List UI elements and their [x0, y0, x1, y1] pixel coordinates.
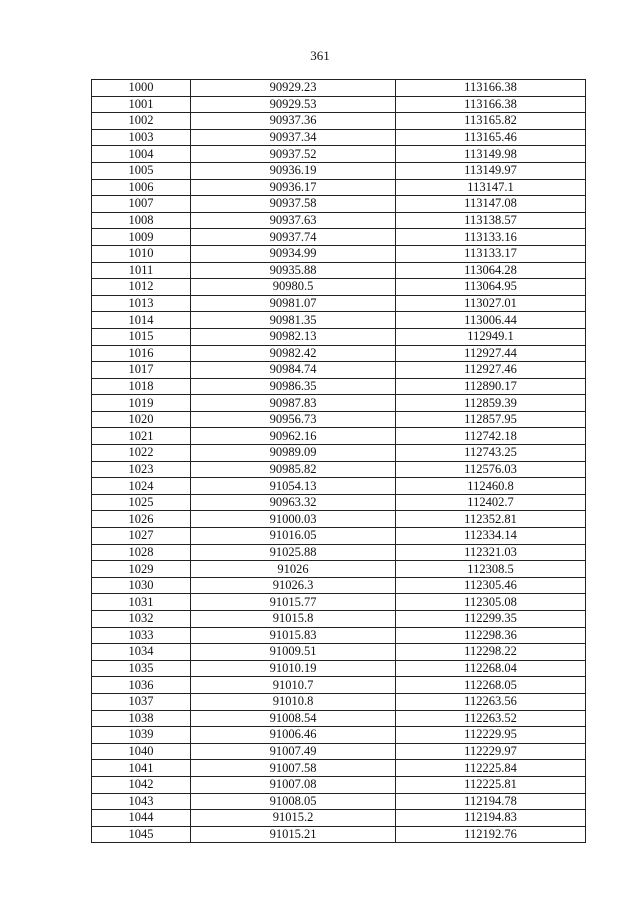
- y-coordinate-cell: 112305.08: [396, 594, 586, 611]
- x-coordinate-cell: 91025.88: [191, 544, 396, 561]
- x-coordinate-cell: 90929.23: [191, 80, 396, 97]
- table-row: [92, 162, 586, 179]
- y-coordinate-cell: 112263.56: [396, 693, 586, 710]
- x-coordinate-cell: 90929.53: [191, 96, 396, 113]
- table-row: [92, 494, 586, 511]
- table-body: [92, 80, 586, 843]
- point-id-cell: 1042: [92, 776, 191, 793]
- y-coordinate-cell: 112859.39: [396, 395, 586, 412]
- x-coordinate-cell: 90936.17: [191, 179, 396, 196]
- table-row: [92, 693, 586, 710]
- table-row: [92, 129, 586, 146]
- point-id-cell: 1004: [92, 146, 191, 163]
- y-coordinate-cell: 112225.81: [396, 776, 586, 793]
- point-id-cell: 1009: [92, 229, 191, 246]
- y-coordinate-cell: 112927.44: [396, 345, 586, 362]
- point-id-cell: 1012: [92, 279, 191, 296]
- table-row: [92, 760, 586, 777]
- y-coordinate-cell: 112402.7: [396, 494, 586, 511]
- point-id-cell: 1000: [92, 80, 191, 97]
- point-id-cell: 1005: [92, 162, 191, 179]
- coordinate-table: [91, 79, 586, 843]
- y-coordinate-cell: 112890.17: [396, 378, 586, 395]
- x-coordinate-cell: 91010.7: [191, 677, 396, 694]
- table-row: [92, 611, 586, 628]
- x-coordinate-cell: 91008.54: [191, 710, 396, 727]
- table-row: [92, 395, 586, 412]
- y-coordinate-cell: 113147.1: [396, 179, 586, 196]
- table-row: [92, 295, 586, 312]
- y-coordinate-cell: 112192.76: [396, 826, 586, 843]
- x-coordinate-cell: 90936.19: [191, 162, 396, 179]
- y-coordinate-cell: 112194.78: [396, 793, 586, 810]
- x-coordinate-cell: 91010.8: [191, 693, 396, 710]
- table-row: [92, 312, 586, 329]
- y-coordinate-cell: 113133.16: [396, 229, 586, 246]
- table-row: [92, 793, 586, 810]
- point-id-cell: 1026: [92, 511, 191, 528]
- y-coordinate-cell: 112263.52: [396, 710, 586, 727]
- point-id-cell: 1022: [92, 445, 191, 462]
- point-id-cell: 1040: [92, 743, 191, 760]
- table-row: [92, 212, 586, 229]
- x-coordinate-cell: 90962.16: [191, 428, 396, 445]
- table-row: [92, 511, 586, 528]
- x-coordinate-cell: 91015.2: [191, 810, 396, 827]
- point-id-cell: 1014: [92, 312, 191, 329]
- x-coordinate-cell: 90935.88: [191, 262, 396, 279]
- y-coordinate-cell: 113166.38: [396, 80, 586, 97]
- y-coordinate-cell: 113166.38: [396, 96, 586, 113]
- x-coordinate-cell: 91026: [191, 561, 396, 578]
- point-id-cell: 1030: [92, 577, 191, 594]
- y-coordinate-cell: 112949.1: [396, 328, 586, 345]
- table-row: [92, 229, 586, 246]
- y-coordinate-cell: 112334.14: [396, 528, 586, 545]
- point-id-cell: 1010: [92, 245, 191, 262]
- x-coordinate-cell: 91007.08: [191, 776, 396, 793]
- y-coordinate-cell: 112298.36: [396, 627, 586, 644]
- y-coordinate-cell: 113165.46: [396, 129, 586, 146]
- y-coordinate-cell: 113149.97: [396, 162, 586, 179]
- y-coordinate-cell: 112229.95: [396, 727, 586, 744]
- table-row: [92, 577, 586, 594]
- x-coordinate-cell: 90982.42: [191, 345, 396, 362]
- table-row: [92, 594, 586, 611]
- x-coordinate-cell: 90934.99: [191, 245, 396, 262]
- point-id-cell: 1018: [92, 378, 191, 395]
- point-id-cell: 1027: [92, 528, 191, 545]
- table-row: [92, 328, 586, 345]
- x-coordinate-cell: 91009.51: [191, 644, 396, 661]
- table-row: [92, 279, 586, 296]
- table-row: [92, 113, 586, 130]
- table-row: [92, 561, 586, 578]
- x-coordinate-cell: 91007.49: [191, 743, 396, 760]
- x-coordinate-cell: 91008.05: [191, 793, 396, 810]
- x-coordinate-cell: 91026.3: [191, 577, 396, 594]
- point-id-cell: 1044: [92, 810, 191, 827]
- point-id-cell: 1006: [92, 179, 191, 196]
- table-row: [92, 677, 586, 694]
- point-id-cell: 1034: [92, 644, 191, 661]
- y-coordinate-cell: 112321.03: [396, 544, 586, 561]
- y-coordinate-cell: 112743.25: [396, 445, 586, 462]
- y-coordinate-cell: 112268.04: [396, 660, 586, 677]
- point-id-cell: 1013: [92, 295, 191, 312]
- table-row: [92, 80, 586, 97]
- point-id-cell: 1007: [92, 196, 191, 213]
- table-row: [92, 743, 586, 760]
- point-id-cell: 1033: [92, 627, 191, 644]
- point-id-cell: 1021: [92, 428, 191, 445]
- point-id-cell: 1017: [92, 362, 191, 379]
- table-row: [92, 196, 586, 213]
- x-coordinate-cell: 90937.74: [191, 229, 396, 246]
- table-row: [92, 660, 586, 677]
- y-coordinate-cell: 113165.82: [396, 113, 586, 130]
- table-row: [92, 179, 586, 196]
- point-id-cell: 1038: [92, 710, 191, 727]
- table-row: [92, 362, 586, 379]
- table-row: [92, 378, 586, 395]
- y-coordinate-cell: 113064.28: [396, 262, 586, 279]
- table-row: [92, 478, 586, 495]
- x-coordinate-cell: 90981.07: [191, 295, 396, 312]
- table-row: [92, 96, 586, 113]
- y-coordinate-cell: 112229.97: [396, 743, 586, 760]
- y-coordinate-cell: 112298.22: [396, 644, 586, 661]
- point-id-cell: 1023: [92, 461, 191, 478]
- table-row: [92, 461, 586, 478]
- x-coordinate-cell: 91015.83: [191, 627, 396, 644]
- x-coordinate-cell: 90937.58: [191, 196, 396, 213]
- table-row: [92, 345, 586, 362]
- x-coordinate-cell: 90963.32: [191, 494, 396, 511]
- y-coordinate-cell: 113006.44: [396, 312, 586, 329]
- x-coordinate-cell: 90980.5: [191, 279, 396, 296]
- x-coordinate-cell: 90937.63: [191, 212, 396, 229]
- point-id-cell: 1016: [92, 345, 191, 362]
- x-coordinate-cell: 91016.05: [191, 528, 396, 545]
- x-coordinate-cell: 90937.52: [191, 146, 396, 163]
- table-row: [92, 544, 586, 561]
- table-row: [92, 810, 586, 827]
- x-coordinate-cell: 91015.21: [191, 826, 396, 843]
- table-row: [92, 776, 586, 793]
- y-coordinate-cell: 112305.46: [396, 577, 586, 594]
- point-id-cell: 1037: [92, 693, 191, 710]
- table-row: [92, 445, 586, 462]
- point-id-cell: 1025: [92, 494, 191, 511]
- x-coordinate-cell: 90986.35: [191, 378, 396, 395]
- table-row: [92, 644, 586, 661]
- table-row: [92, 146, 586, 163]
- table-row: [92, 262, 586, 279]
- y-coordinate-cell: 112576.03: [396, 461, 586, 478]
- x-coordinate-cell: 91015.77: [191, 594, 396, 611]
- point-id-cell: 1011: [92, 262, 191, 279]
- point-id-cell: 1035: [92, 660, 191, 677]
- table-row: [92, 245, 586, 262]
- table-row: [92, 411, 586, 428]
- y-coordinate-cell: 113149.98: [396, 146, 586, 163]
- point-id-cell: 1031: [92, 594, 191, 611]
- table-row: [92, 627, 586, 644]
- point-id-cell: 1036: [92, 677, 191, 694]
- point-id-cell: 1041: [92, 760, 191, 777]
- x-coordinate-cell: 90984.74: [191, 362, 396, 379]
- y-coordinate-cell: 113138.57: [396, 212, 586, 229]
- y-coordinate-cell: 112352.81: [396, 511, 586, 528]
- x-coordinate-cell: 90937.36: [191, 113, 396, 130]
- point-id-cell: 1045: [92, 826, 191, 843]
- point-id-cell: 1019: [92, 395, 191, 412]
- x-coordinate-cell: 91000.03: [191, 511, 396, 528]
- x-coordinate-cell: 90987.83: [191, 395, 396, 412]
- point-id-cell: 1028: [92, 544, 191, 561]
- point-id-cell: 1002: [92, 113, 191, 130]
- x-coordinate-cell: 90985.82: [191, 461, 396, 478]
- y-coordinate-cell: 113133.17: [396, 245, 586, 262]
- x-coordinate-cell: 90981.35: [191, 312, 396, 329]
- y-coordinate-cell: 112857.95: [396, 411, 586, 428]
- x-coordinate-cell: 91010.19: [191, 660, 396, 677]
- point-id-cell: 1032: [92, 611, 191, 628]
- table-row: [92, 428, 586, 445]
- point-id-cell: 1043: [92, 793, 191, 810]
- table-row: [92, 727, 586, 744]
- table-row: [92, 710, 586, 727]
- y-coordinate-cell: 112194.83: [396, 810, 586, 827]
- x-coordinate-cell: 90937.34: [191, 129, 396, 146]
- point-id-cell: 1015: [92, 328, 191, 345]
- x-coordinate-cell: 90982.13: [191, 328, 396, 345]
- x-coordinate-cell: 90956.73: [191, 411, 396, 428]
- y-coordinate-cell: 112460.8: [396, 478, 586, 495]
- point-id-cell: 1008: [92, 212, 191, 229]
- y-coordinate-cell: 112225.84: [396, 760, 586, 777]
- x-coordinate-cell: 91015.8: [191, 611, 396, 628]
- point-id-cell: 1003: [92, 129, 191, 146]
- y-coordinate-cell: 113147.08: [396, 196, 586, 213]
- page-number: 361: [310, 48, 330, 63]
- point-id-cell: 1024: [92, 478, 191, 495]
- y-coordinate-cell: 113064.95: [396, 279, 586, 296]
- table-row: [92, 528, 586, 545]
- y-coordinate-cell: 112927.46: [396, 362, 586, 379]
- table-row: [92, 826, 586, 843]
- y-coordinate-cell: 112308.5: [396, 561, 586, 578]
- point-id-cell: 1001: [92, 96, 191, 113]
- point-id-cell: 1039: [92, 727, 191, 744]
- y-coordinate-cell: 113027.01: [396, 295, 586, 312]
- point-id-cell: 1029: [92, 561, 191, 578]
- point-id-cell: 1020: [92, 411, 191, 428]
- y-coordinate-cell: 112268.05: [396, 677, 586, 694]
- y-coordinate-cell: 112299.35: [396, 611, 586, 628]
- y-coordinate-cell: 112742.18: [396, 428, 586, 445]
- x-coordinate-cell: 90989.09: [191, 445, 396, 462]
- x-coordinate-cell: 91007.58: [191, 760, 396, 777]
- x-coordinate-cell: 91006.46: [191, 727, 396, 744]
- x-coordinate-cell: 91054.13: [191, 478, 396, 495]
